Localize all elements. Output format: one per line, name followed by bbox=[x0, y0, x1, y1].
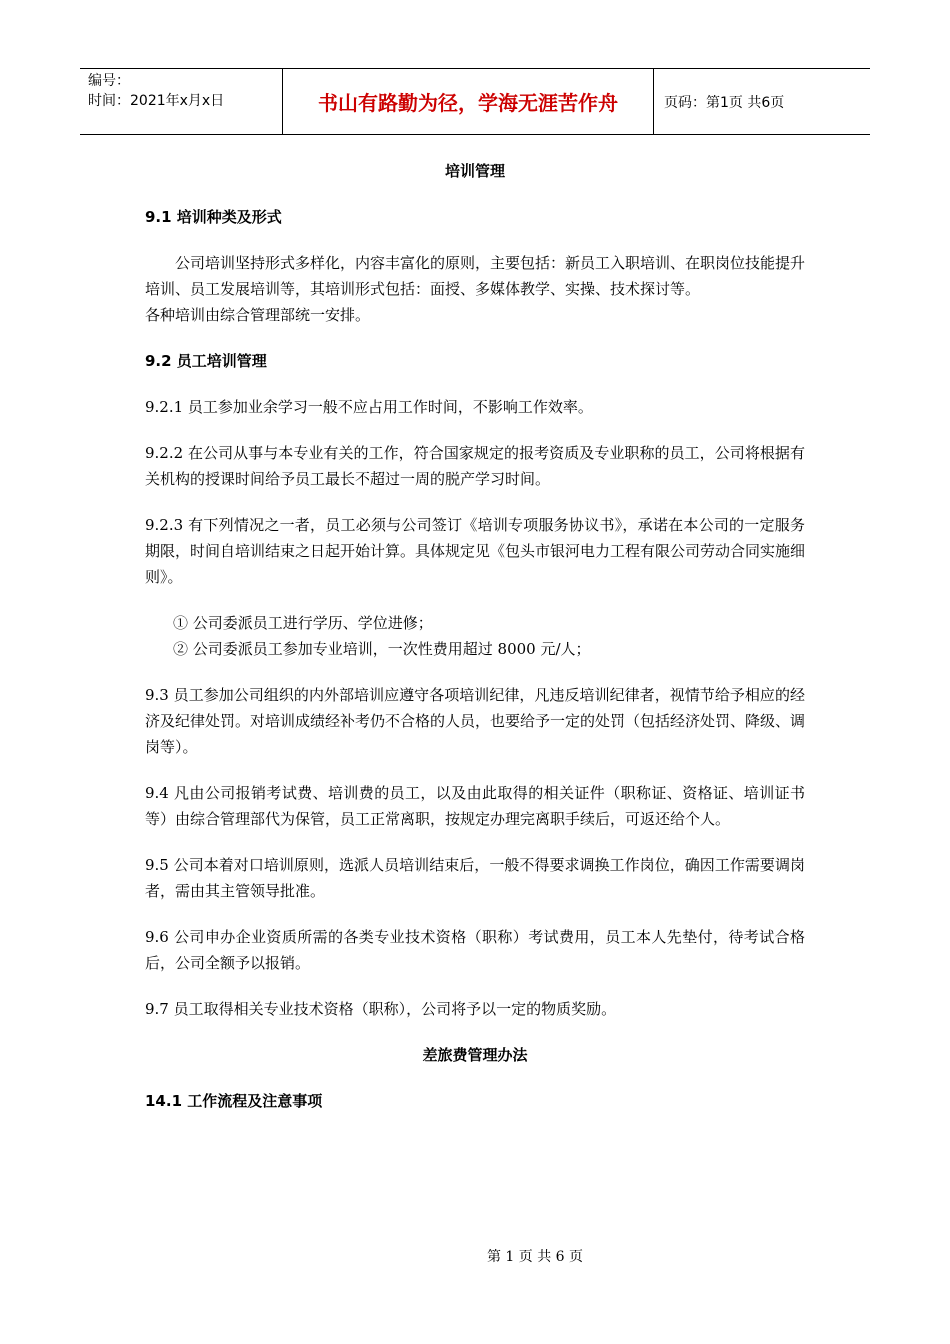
list-item-2: ② 公司委派员工参加专业培训，一次性费用超过 8000 元/人； bbox=[173, 640, 591, 658]
paragraph-9-7: 9.7 员工取得相关专业技术资格（职称），公司将予以一定的物质奖励。 bbox=[145, 1000, 617, 1018]
paragraph-9-3: 9.3 员工参加公司组织的内外部培训应遵守各项培训纪律，凡违反培训纪律者，视情节给予相应的经济及纪律处罚。对培训成绩经补考仍不合格的人员，也要给予一定的处罚（包括经济处罚、降级、调岗等）。 bbox=[145, 686, 806, 756]
header-time: 时间：2021年x月x日 bbox=[88, 93, 225, 109]
section-title-travel: 差旅费管理办法 bbox=[422, 1046, 528, 1064]
paragraph-9-2-1: 9.2.1 员工参加业余学习一般不应占用工作时间，不影响工作效率。 bbox=[145, 398, 593, 416]
paragraph-9-2-3: 9.2.3 有下列情况之一者，员工必须与公司签订《培训专项服务协议书》，承诺在本公司的一定服务期限，时间自培训结束之日起开始计算。具体规定见《包头市银河电力工程有限公司劳动合同实施细则》。 bbox=[145, 516, 806, 586]
paragraph-9-1-b: 各种培训由综合管理部统一安排。 bbox=[145, 306, 371, 324]
page-footer: 第 1 页 共 6 页 bbox=[486, 1249, 584, 1265]
page-header bbox=[80, 68, 870, 135]
section-title-training: 培训管理 bbox=[444, 162, 505, 180]
paragraph-9-5: 9.5 公司本着对口培训原则，选派人员培训结束后，一般不得要求调换工作岗位，确因工作需要调岗者，需由其主管领导批准。 bbox=[145, 856, 805, 900]
document-body bbox=[145, 150, 805, 1134]
paragraph-9-1-a: 公司培训坚持形式多样化，内容丰富化的原则，主要包括：新员工入职培训、在职岗位技能提升培训、员工发展培训等，其培训形式包括：面授、多媒体教学、实操、技术探讨等。 bbox=[145, 254, 806, 298]
paragraph-9-6: 9.6 公司申办企业资质所需的各类专业技术资格（职称）考试费用，员工本人先垫付，待考试合格后，公司全额予以报销。 bbox=[145, 928, 805, 972]
paragraph-9-2-2: 9.2.2 在公司从事与本专业有关的工作，符合国家规定的报考资质及专业职称的员工，公司将根据有关机构的授课时间给予员工最长不超过一周的脱产学习时间。 bbox=[145, 444, 805, 488]
header-motto: 书山有路勤为径，学海无涯苦作舟 bbox=[282, 69, 654, 134]
paragraph-9-4: 9.4 凡由公司报销考试费、培训费的员工，以及由此取得的相关证件（职称证、资格证、培训证书等）由综合管理部代为保管，员工正常离职，按规定办理完离职手续后，可返还给个人。 bbox=[145, 784, 805, 828]
heading-9-2: 9.2 员工培训管理 bbox=[145, 352, 267, 370]
header-meta bbox=[80, 69, 282, 134]
heading-9-1: 9.1 培训种类及形式 bbox=[145, 208, 282, 226]
header-page: 页码：第1页 共6页 bbox=[664, 94, 785, 111]
heading-14-1: 14.1 工作流程及注意事项 bbox=[145, 1092, 323, 1110]
header-number: 编号： bbox=[88, 73, 130, 89]
list-item-1: ① 公司委派员工进行学历、学位进修； bbox=[173, 614, 433, 632]
